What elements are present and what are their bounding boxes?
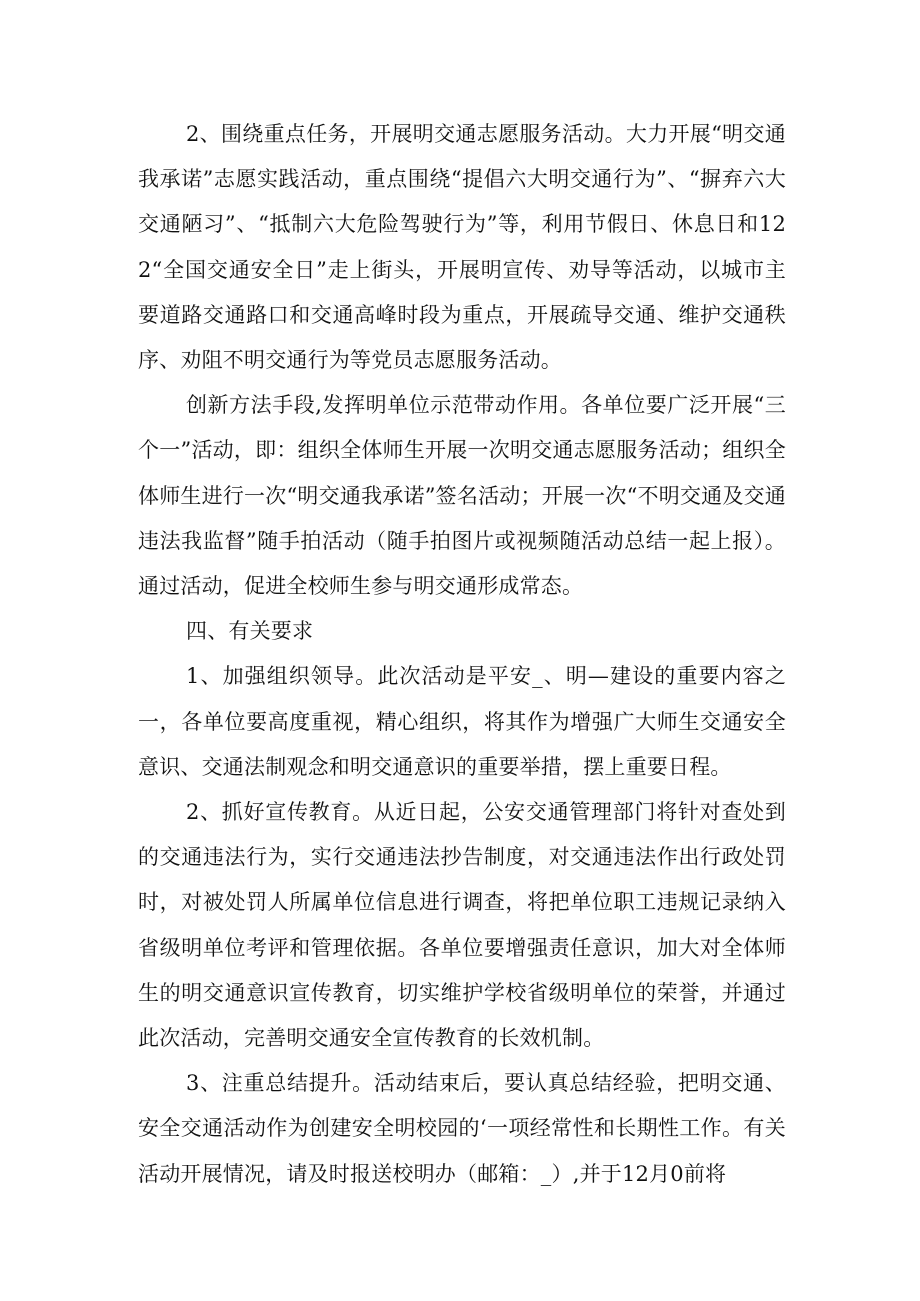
paragraph-innovation-methods: 创新方法手段,发挥明单位示范带动作用。各单位要广泛开展“三个一”活动，即：组织全体师生开展一次明交通志愿服务活动；组织全体师生进行一次“明交通我承诺”签名活动；开展一次“不明交通及交通违法我监督”随手拍活动（随手拍图片或视频随活动总结一起上报）。通过活动，促进全校师生参与明交通形成常态。 (138, 393, 786, 599)
paragraph-volunteer-service: 2、围绕重点任务，开展明交通志愿服务活动。大力开展“明交通我承诺”志愿实践活动，重点围绕“提倡六大明交通行为”、“摒弃六大交通陋习”、“抵制六大危险驾驶行为”等，利用节假日、休息日和122“全国交通安全日”走上街头，开展明宣传、劝导等活动，以城市主要道路交通路口和交通高峰时段为重点，开展疏导交通、维护交通秩序、劝阻不明交通行为等党员志愿服务活动。 (138, 122, 786, 373)
section-heading-requirements: 四、有关要求 (186, 619, 314, 644)
paragraph-organization-leadership: 1、加强组织领导。此次活动是平安_、明—建设的重要内容之一，各单位要高度重视，精心组织，将其作为增强广大师生交通安全意识、交通法制观念和明交通意识的重要举措，摆上重要日程。 (138, 664, 786, 779)
paragraph-summary-improvement: 3、注重总结提升。活动结束后，要认真总结经验，把明交通、安全交通活动作为创建安全明校园的‘一项经常性和长期性工作。有关活动开展情况，请及时报送校明办（邮箱：_）,并于12月0前将 (138, 1071, 786, 1186)
document-page (138, 112, 786, 1197)
paragraph-publicity-education: 2、抓好宣传教育。从近日起，公安交通管理部门将针对查处到的交通违法行为，实行交通违法抄告制度，对交通违法作出行政处罚时，对被处罚人所属单位信息进行调查，将把单位职工违规记录纳入省级明单位考评和管理依据。各单位要增强责任意识，加大对全体师生的明交通意识宣传教育，切实维护学校省级明单位的荣誉，并通过此次活动，完善明交通安全宣传教育的长效机制。 (138, 800, 786, 1051)
